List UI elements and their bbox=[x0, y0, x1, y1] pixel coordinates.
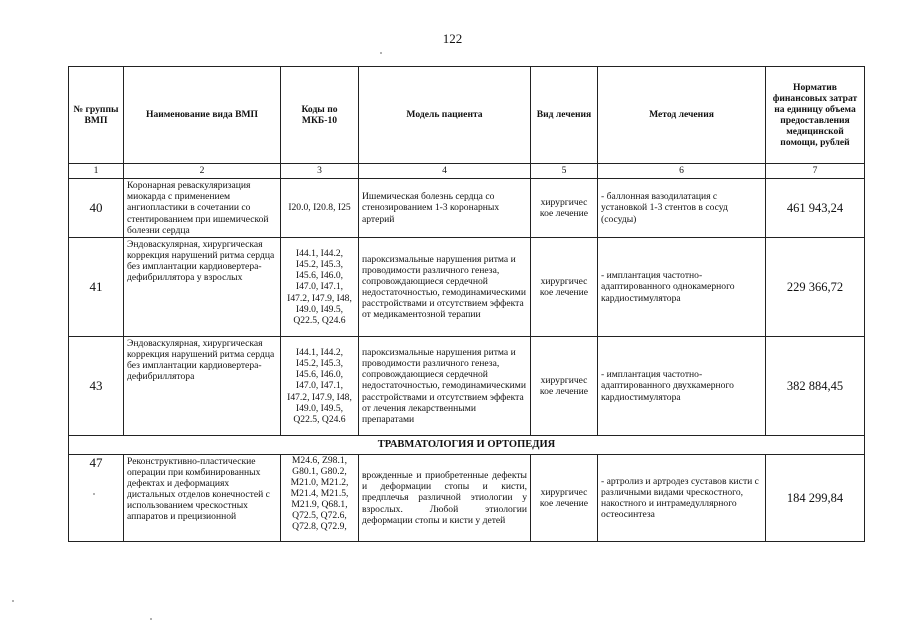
icd-codes: I20.0, I20.8, I25 bbox=[281, 179, 359, 238]
vmp-name: Коронарная реваскуляризация миокарда с применением ангиопластики в сочетании со стентированием при ишемической болезни сердца bbox=[124, 179, 281, 238]
header-patient-model: Модель пациента bbox=[359, 67, 531, 164]
header-treatment-type: Вид лечения bbox=[531, 67, 598, 164]
table-row bbox=[69, 238, 865, 337]
section-title: ТРАВМАТОЛОГИЯ И ОРТОПЕДИЯ bbox=[69, 436, 865, 455]
page-number: 122 bbox=[442, 31, 463, 46]
header-icd-codes: Коды по МКБ-10 bbox=[281, 67, 359, 164]
treatment-type: хирургичес кое лечение bbox=[531, 455, 598, 542]
group-number: 41 bbox=[69, 238, 124, 337]
patient-model: пароксизмальные нарушения ритма и проводимости различного генеза, сопровождающиеся сердечной недостаточностью, гемодинамическими расстройствами и отсутствием эффекта от лечения лекарственными препаратами bbox=[359, 337, 531, 436]
patient-model: врожденные и приобретенные дефекты и деформации стопы и кисти, предплечья различной этиологии у взрослых. Любой этиологии деформации стопы и кисти у детей bbox=[359, 455, 531, 542]
header-group-number: № группы ВМП bbox=[69, 67, 124, 164]
treatment-method: - имплантация частотно-адаптированного двухкамерного кардиостимулятора bbox=[598, 337, 766, 436]
icd-codes: I44.1, I44.2, I45.2, I45.3, I45.6, I46.0, I47.0, I47.1, I47.2, I47.9, I48, I49.0, I49.5, Q22.5, Q24.6 bbox=[281, 238, 359, 337]
scan-speck bbox=[380, 52, 382, 54]
group-number: 43 bbox=[69, 337, 124, 436]
patient-model: Ишемическая болезнь сердца со стенозированием 1-3 коронарных артерий bbox=[359, 179, 531, 238]
group-number: 47 bbox=[69, 455, 124, 542]
table-row bbox=[69, 337, 865, 436]
column-number: 3 bbox=[281, 164, 359, 179]
treatment-type: хирургичес кое лечение bbox=[531, 179, 598, 238]
header-row bbox=[69, 67, 865, 164]
column-number: 7 bbox=[766, 164, 865, 179]
scan-speck bbox=[150, 618, 152, 620]
column-number: 1 bbox=[69, 164, 124, 179]
header-treatment-method: Метод лечения bbox=[598, 67, 766, 164]
column-number-row bbox=[69, 164, 865, 179]
icd-codes: M24.6, Z98.1, G80.1, G80.2, M21.0, M21.2, M21.4, M21.5, M21.9, Q68.1, Q72.5, Q72.6, Q72.8, Q72.9, bbox=[281, 455, 359, 542]
cost-norm: 229 366,72 bbox=[766, 238, 865, 337]
vmp-name: Эндоваскулярная, хирургическая коррекция нарушений ритма сердца без имплантации кардиовертера-дефибриллятора bbox=[124, 337, 281, 436]
vmp-name: Реконструктивно-пластические операции при комбинированных дефектах и деформациях дистальных отделов конечностей с использованием чрескостных аппаратов и прецизионной bbox=[124, 455, 281, 542]
cost-norm: 184 299,84 bbox=[766, 455, 865, 542]
treatment-method: - артролиз и артродез суставов кисти с различными видами чрескостного, накостного и интрамедуллярного остеосинтеза bbox=[598, 455, 766, 542]
column-number: 5 bbox=[531, 164, 598, 179]
treatment-type: хирургичес кое лечение bbox=[531, 238, 598, 337]
table-row bbox=[69, 455, 865, 542]
treatment-type: хирургичес кое лечение bbox=[531, 337, 598, 436]
vmp-name: Эндоваскулярная, хирургическая коррекция нарушений ритма сердца без имплантации кардиовертера-дефибриллятора у взрослых bbox=[124, 238, 281, 337]
section-row bbox=[69, 436, 865, 455]
treatment-method: - баллонная вазодилатация с установкой 1-3 стентов в сосуд (сосуды) bbox=[598, 179, 766, 238]
header-cost-norm: Норматив финансовых затрат на единицу объема предоставления медицинской помощи, рублей bbox=[766, 67, 865, 164]
group-number: 40 bbox=[69, 179, 124, 238]
patient-model: пароксизмальные нарушения ритма и проводимости различного генеза, сопровождающиеся сердечной недостаточностью, гемодинамическими расстройствами и отсутствием эффекта от медикаментозной терапии bbox=[359, 238, 531, 337]
column-number: 4 bbox=[359, 164, 531, 179]
column-number: 6 bbox=[598, 164, 766, 179]
icd-codes: I44.1, I44.2, I45.2, I45.3, I45.6, I46.0, I47.0, I47.1, I47.2, I47.9, I48, I49.0, I49.5, Q22.5, Q24.6 bbox=[281, 337, 359, 436]
cost-norm: 461 943,24 bbox=[766, 179, 865, 238]
scan-speck bbox=[12, 600, 14, 602]
header-vmp-name: Наименование вида ВМП bbox=[124, 67, 281, 164]
vmp-table bbox=[68, 66, 865, 542]
cost-norm: 382 884,45 bbox=[766, 337, 865, 436]
column-number: 2 bbox=[124, 164, 281, 179]
treatment-method: - имплантация частотно-адаптированного однокамерного кардиостимулятора bbox=[598, 238, 766, 337]
table-row bbox=[69, 179, 865, 238]
